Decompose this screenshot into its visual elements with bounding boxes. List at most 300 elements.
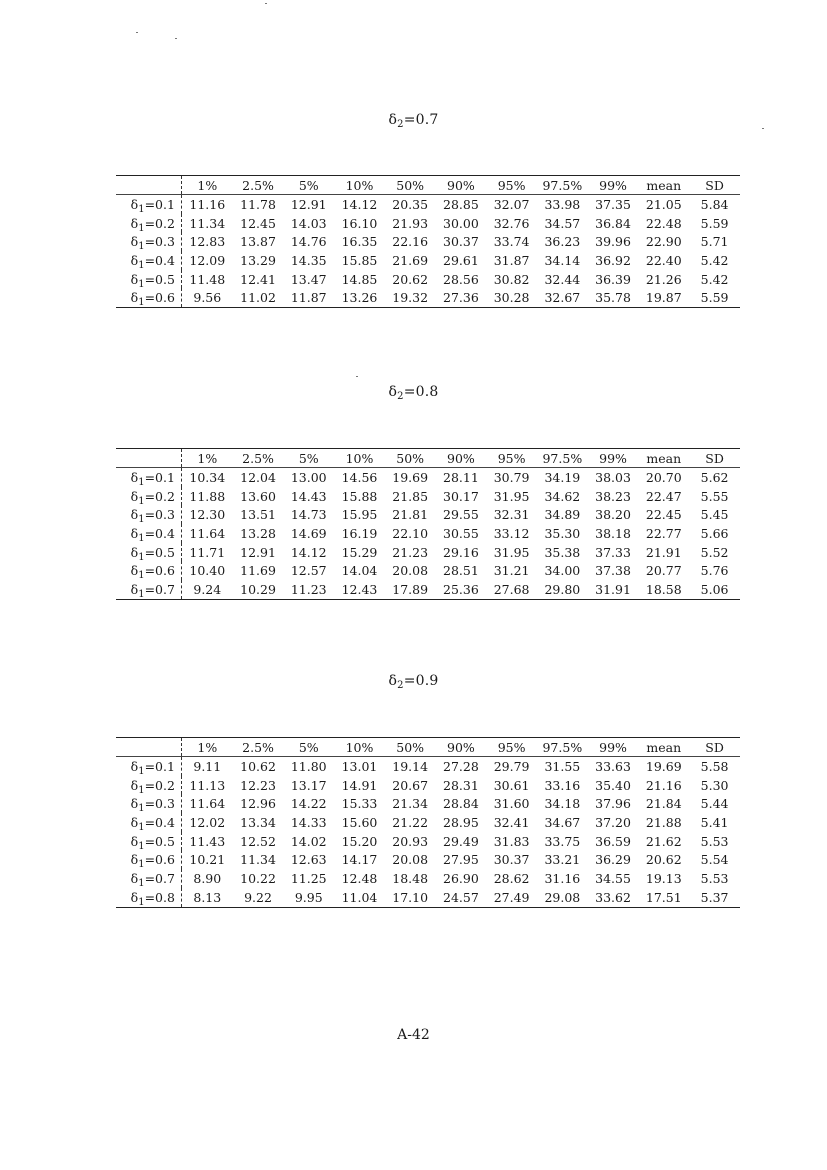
table-cell: 19.13 — [645, 870, 682, 886]
caption-symbol: δ — [388, 384, 398, 400]
table-cell: 32.31 — [493, 507, 530, 523]
table-cell: 19.69 — [392, 469, 429, 485]
row-label-subscript: 1 — [138, 877, 145, 889]
row-label — [116, 468, 181, 487]
table-cell: 12.83 — [189, 234, 226, 250]
table-cell: 34.00 — [544, 563, 581, 579]
table-cell: 12.91 — [290, 196, 327, 212]
table-row — [116, 195, 740, 214]
table-cell: 9.22 — [233, 888, 284, 907]
table-cell: 15.95 — [341, 507, 378, 523]
table-cell: 11.71 — [189, 544, 226, 560]
caption-symbol: δ — [388, 673, 398, 689]
row-label — [116, 850, 181, 869]
table-cell: 12.57 — [290, 563, 327, 579]
table-cell: 14.17 — [341, 852, 378, 868]
row-label-symbol: δ — [130, 252, 139, 268]
table-cell: 9.24 — [181, 580, 232, 599]
table-cell: 34.14 — [544, 252, 581, 268]
table-cell: 9.11 — [193, 758, 222, 774]
table-cell: 18.58 — [638, 580, 689, 599]
column-header: 97.5% — [537, 738, 588, 757]
column-header: 99% — [588, 449, 639, 468]
table-caption-2 — [0, 384, 827, 400]
table-cell: 34.55 — [595, 870, 631, 886]
table-cell: 21.26 — [645, 271, 682, 287]
column-header: 99% — [588, 176, 639, 195]
table-cell: 31.60 — [493, 796, 530, 812]
table-cell: 8.90 — [193, 870, 222, 886]
table-cell: 17.10 — [385, 888, 436, 907]
table-cell: 14.12 — [341, 196, 378, 212]
table-cell: 38.03 — [595, 469, 631, 485]
table-cell: 13.34 — [240, 814, 276, 830]
column-header: 97.5% — [537, 176, 588, 195]
table-cell: 10.22 — [240, 870, 276, 886]
table-cell: 30.61 — [493, 777, 530, 793]
table-cell: 16.10 — [341, 215, 378, 231]
row-label-symbol: δ — [130, 870, 139, 886]
table-cell: 13.01 — [341, 758, 378, 774]
table-cell: 5.42 — [700, 271, 729, 287]
column-header: mean — [638, 176, 689, 195]
table-cell: 12.48 — [341, 870, 378, 886]
table-cell: 33.62 — [588, 888, 639, 907]
table-cell: 32.67 — [537, 288, 588, 307]
column-header: 10% — [334, 449, 385, 468]
row-label — [116, 487, 181, 506]
column-header: 5% — [283, 449, 334, 468]
row-label-symbol: δ — [130, 777, 139, 793]
table-cell: 12.04 — [240, 469, 276, 485]
table-cell: 11.69 — [240, 563, 276, 579]
row-label-symbol: δ — [130, 290, 139, 306]
table-cell: 10.40 — [189, 563, 226, 579]
table-cell: 13.47 — [290, 271, 327, 287]
column-header: SD — [689, 449, 740, 468]
table-cell: 16.35 — [341, 234, 378, 250]
table-cell: 5.41 — [700, 814, 729, 830]
table-cell: 5.42 — [700, 252, 729, 268]
table-cell: 14.43 — [290, 488, 327, 504]
caption-subscript: 2 — [397, 391, 404, 402]
table-cell: 30.17 — [443, 488, 479, 504]
table-cell: 37.35 — [595, 196, 631, 212]
table-row — [116, 270, 740, 289]
row-label — [116, 195, 181, 214]
table-cell: 14.76 — [290, 234, 327, 250]
column-header: 2.5% — [233, 738, 284, 757]
table-cell: 5.44 — [700, 796, 729, 812]
table-cell: 19.14 — [392, 758, 429, 774]
column-header: 95% — [486, 176, 537, 195]
quantile-table-2 — [116, 448, 740, 600]
table-cell: 22.47 — [645, 488, 682, 504]
row-label — [116, 543, 181, 562]
table-cell: 31.95 — [493, 488, 530, 504]
table-cell: 31.87 — [493, 252, 530, 268]
table-row — [116, 288, 740, 307]
table-cell: 34.19 — [544, 469, 581, 485]
table-row — [116, 776, 740, 795]
table-cell: 11.04 — [334, 888, 385, 907]
table-cell: 35.78 — [588, 288, 639, 307]
table-cell: 13.28 — [240, 525, 276, 541]
table-cell: 22.90 — [645, 234, 682, 250]
table-cell: 27.36 — [436, 288, 487, 307]
row-label-subscript: 1 — [138, 765, 145, 777]
column-header: 50% — [385, 449, 436, 468]
table-cell: 16.19 — [341, 525, 378, 541]
table-cell: 14.69 — [290, 525, 327, 541]
table-cell: 35.40 — [595, 777, 631, 793]
row-label — [116, 832, 181, 851]
table-cell: 35.38 — [544, 544, 581, 560]
table-cell: 5.62 — [700, 469, 729, 485]
table-caption-3 — [0, 673, 827, 689]
table-cell: 21.91 — [645, 544, 682, 560]
table-cell: 14.12 — [290, 544, 327, 560]
caption-symbol: δ — [388, 112, 398, 128]
caption-value: =0.7 — [403, 112, 439, 128]
table-cell: 15.33 — [341, 796, 378, 812]
table-cell: 33.74 — [493, 234, 530, 250]
table-cell: 28.85 — [443, 196, 479, 212]
table-cell: 20.62 — [392, 271, 429, 287]
table-cell: 14.33 — [290, 814, 327, 830]
table-cell: 14.56 — [341, 469, 378, 485]
row-label-symbol: δ — [130, 196, 139, 212]
table-cell: 20.77 — [645, 563, 682, 579]
table-cell: 5.52 — [700, 544, 729, 560]
table-cell: 12.43 — [334, 580, 385, 599]
table-cell: 11.78 — [240, 196, 276, 212]
table-cell: 17.89 — [385, 580, 436, 599]
table-cell: 13.87 — [240, 234, 276, 250]
table-cell: 21.88 — [645, 814, 682, 830]
caption-value: =0.9 — [403, 673, 439, 689]
header-row — [116, 738, 740, 757]
table-cell: 31.91 — [588, 580, 639, 599]
table-cell: 35.30 — [544, 525, 581, 541]
table-cell: 13.26 — [334, 288, 385, 307]
column-header: 95% — [486, 449, 537, 468]
table-cell: 28.84 — [443, 796, 479, 812]
table-row — [116, 832, 740, 851]
table-cell: 20.35 — [392, 196, 429, 212]
table-cell: 28.11 — [443, 469, 479, 485]
row-label-subscript: 1 — [138, 222, 145, 234]
corner-cell — [116, 449, 181, 468]
row-label-subscript: 1 — [138, 532, 145, 544]
table-cell: 27.28 — [443, 758, 479, 774]
row-label-value: =0.6 — [144, 563, 175, 579]
caption-subscript: 2 — [397, 680, 404, 691]
table-cell: 22.77 — [645, 525, 682, 541]
table-cell: 15.29 — [341, 544, 378, 560]
table-cell: 33.98 — [544, 196, 581, 212]
table-cell: 21.34 — [392, 796, 429, 812]
table-cell: 11.80 — [290, 758, 327, 774]
table-cell: 5.76 — [700, 563, 729, 579]
table-cell: 31.55 — [544, 758, 581, 774]
table-row — [116, 850, 740, 869]
row-label-value: =0.5 — [144, 544, 175, 560]
table-cell: 15.88 — [341, 488, 378, 504]
row-label-subscript: 1 — [138, 259, 145, 271]
column-header: 10% — [334, 738, 385, 757]
table-cell: 22.45 — [645, 507, 682, 523]
table-row — [116, 505, 740, 524]
table-cell: 20.08 — [392, 563, 429, 579]
table-cell: 12.63 — [290, 852, 327, 868]
row-label — [116, 561, 181, 580]
table-cell: 24.57 — [436, 888, 487, 907]
row-label — [116, 813, 181, 832]
row-label-value: =0.1 — [144, 758, 175, 774]
table-cell: 28.95 — [443, 814, 479, 830]
row-label-value: =0.8 — [144, 889, 175, 905]
table-cell: 12.45 — [240, 215, 276, 231]
table-cell: 11.88 — [189, 488, 226, 504]
table-cell: 14.22 — [290, 796, 327, 812]
row-label-symbol: δ — [130, 271, 139, 287]
table-cell: 20.93 — [392, 833, 429, 849]
row-label — [116, 794, 181, 813]
row-label — [116, 869, 181, 888]
table-cell: 10.29 — [233, 580, 284, 599]
table-cell: 29.79 — [493, 758, 530, 774]
row-label-subscript: 1 — [138, 514, 145, 526]
table-cell: 37.38 — [595, 563, 631, 579]
table-cell: 5.54 — [700, 852, 729, 868]
table-cell: 10.62 — [240, 758, 276, 774]
row-label-subscript: 1 — [138, 859, 145, 871]
table-cell: 5.53 — [700, 833, 729, 849]
table-cell: 14.91 — [341, 777, 378, 793]
row-label — [116, 888, 181, 907]
row-label-symbol: δ — [130, 814, 139, 830]
table-cell: 34.67 — [544, 814, 581, 830]
row-label-subscript: 1 — [138, 551, 145, 563]
row-label — [116, 270, 181, 289]
row-label-subscript: 1 — [138, 588, 145, 600]
table-cell: 31.95 — [493, 544, 530, 560]
table-cell: 33.75 — [544, 833, 581, 849]
table-cell: 21.69 — [392, 252, 429, 268]
table-cell: 36.29 — [595, 852, 631, 868]
column-header: 2.5% — [233, 176, 284, 195]
table-cell: 11.64 — [189, 525, 226, 541]
row-label-value: =0.3 — [144, 234, 175, 250]
row-label-symbol: δ — [130, 215, 139, 231]
table-cell: 22.10 — [392, 525, 429, 541]
table-cell: 5.58 — [700, 758, 729, 774]
table-cell: 11.43 — [189, 833, 226, 849]
table-cell: 11.13 — [189, 777, 226, 793]
quantile-table-1 — [116, 175, 740, 308]
table-cell: 39.96 — [595, 234, 631, 250]
row-label-symbol: δ — [130, 796, 139, 812]
table-row — [116, 757, 740, 776]
table-cell: 10.21 — [189, 852, 226, 868]
row-label-symbol: δ — [130, 488, 139, 504]
table-cell: 9.95 — [283, 888, 334, 907]
table-cell: 30.28 — [486, 288, 537, 307]
column-header: 95% — [486, 738, 537, 757]
row-label-value: =0.7 — [144, 870, 175, 886]
row-label-subscript: 1 — [138, 803, 145, 815]
table-cell: 28.56 — [443, 271, 479, 287]
table-cell: 21.93 — [392, 215, 429, 231]
table-cell: 34.18 — [544, 796, 581, 812]
table-cell: 11.02 — [233, 288, 284, 307]
table-cell: 27.95 — [443, 852, 479, 868]
column-header: 50% — [385, 738, 436, 757]
table-cell: 12.02 — [189, 814, 226, 830]
column-header: 50% — [385, 176, 436, 195]
table-cell: 30.82 — [493, 271, 530, 287]
row-label-symbol: δ — [130, 234, 139, 250]
table-row — [116, 869, 740, 888]
table-cell: 13.60 — [240, 488, 276, 504]
row-label-symbol: δ — [130, 544, 139, 560]
table-cell: 14.03 — [290, 215, 327, 231]
table-cell: 29.80 — [537, 580, 588, 599]
table-cell: 36.84 — [595, 215, 631, 231]
row-label-subscript: 1 — [138, 840, 145, 852]
table-cell: 38.18 — [595, 525, 631, 541]
row-label-symbol: δ — [130, 833, 139, 849]
table-cell: 29.55 — [443, 507, 479, 523]
table-cell: 5.06 — [689, 580, 740, 599]
table-cell: 11.48 — [189, 271, 226, 287]
row-label-value: =0.4 — [144, 252, 175, 268]
row-label-subscript: 1 — [138, 203, 145, 215]
table-cell: 28.62 — [493, 870, 530, 886]
row-label-value: =0.5 — [144, 271, 175, 287]
column-header: 10% — [334, 176, 385, 195]
column-header: 1% — [181, 449, 232, 468]
column-header: 1% — [181, 738, 232, 757]
column-header: 1% — [181, 176, 232, 195]
table-cell: 27.68 — [486, 580, 537, 599]
row-label — [116, 776, 181, 795]
table-cell: 32.41 — [493, 814, 530, 830]
table-cell: 12.09 — [189, 252, 226, 268]
table-cell: 11.23 — [283, 580, 334, 599]
corner-cell — [116, 176, 181, 195]
table-cell: 12.30 — [189, 507, 226, 523]
table-cell: 29.49 — [443, 833, 479, 849]
row-label-value: =0.6 — [144, 852, 175, 868]
table-cell: 33.16 — [544, 777, 581, 793]
table-cell: 32.07 — [493, 196, 530, 212]
table-cell: 29.61 — [443, 252, 479, 268]
table-cell: 5.30 — [700, 777, 729, 793]
table-cell: 18.48 — [392, 870, 429, 886]
table-cell: 14.35 — [290, 252, 327, 268]
table-row — [116, 524, 740, 543]
table-cell: 5.53 — [700, 870, 729, 886]
table-cell: 21.05 — [645, 196, 682, 212]
row-label-value: =0.5 — [144, 833, 175, 849]
column-header: 5% — [283, 738, 334, 757]
table-cell: 38.23 — [595, 488, 631, 504]
table-cell: 19.87 — [638, 288, 689, 307]
column-header: 97.5% — [537, 449, 588, 468]
table-cell: 30.79 — [493, 469, 530, 485]
table-row — [116, 888, 740, 907]
table-cell: 15.85 — [341, 252, 378, 268]
row-label-subscript: 1 — [138, 278, 145, 290]
table-cell: 22.48 — [645, 215, 682, 231]
table-cell: 34.89 — [544, 507, 581, 523]
table-cell: 38.20 — [595, 507, 631, 523]
table-cell: 26.90 — [443, 870, 479, 886]
table-cell: 8.13 — [181, 888, 232, 907]
row-label-value: =0.3 — [144, 796, 175, 812]
column-header: mean — [638, 738, 689, 757]
row-label-symbol: δ — [130, 758, 139, 774]
table-cell: 17.51 — [638, 888, 689, 907]
table-cell: 21.81 — [392, 507, 429, 523]
table-cell: 31.21 — [493, 563, 530, 579]
table-cell: 25.36 — [436, 580, 487, 599]
row-label-value: =0.4 — [144, 814, 175, 830]
table-cell: 31.16 — [544, 870, 581, 886]
quantile-table-3 — [116, 737, 740, 908]
table-cell: 10.34 — [189, 469, 226, 485]
table-cell: 5.37 — [689, 888, 740, 907]
table-cell: 14.04 — [341, 563, 378, 579]
table-cell: 13.51 — [240, 507, 276, 523]
table-cell: 11.87 — [283, 288, 334, 307]
table-cell: 5.59 — [689, 288, 740, 307]
table-cell: 13.29 — [240, 252, 276, 268]
table-row — [116, 487, 740, 506]
row-label-value: =0.3 — [144, 507, 175, 523]
table-cell: 27.49 — [486, 888, 537, 907]
scan-speck — [175, 38, 177, 39]
row-label-subscript: 1 — [138, 896, 145, 908]
table-cell: 36.39 — [595, 271, 631, 287]
table-cell: 30.55 — [443, 525, 479, 541]
table-cell: 32.76 — [493, 215, 530, 231]
column-header: 5% — [283, 176, 334, 195]
row-label — [116, 505, 181, 524]
row-label — [116, 232, 181, 251]
table-cell: 14.85 — [341, 271, 378, 287]
table-cell: 14.02 — [290, 833, 327, 849]
row-label-symbol: δ — [130, 852, 139, 868]
column-header: 2.5% — [233, 449, 284, 468]
scan-speck — [136, 32, 138, 33]
table-cell: 11.16 — [189, 196, 226, 212]
table-cell: 33.63 — [595, 758, 631, 774]
table-cell: 5.55 — [700, 488, 729, 504]
table-cell: 12.52 — [240, 833, 276, 849]
table-cell: 21.84 — [645, 796, 682, 812]
table-cell: 5.71 — [700, 234, 729, 250]
table-row — [116, 543, 740, 562]
row-label — [116, 288, 181, 307]
table-cell: 37.33 — [595, 544, 631, 560]
row-label-value: =0.2 — [144, 215, 175, 231]
row-label-value: =0.6 — [144, 290, 175, 306]
table-row — [116, 214, 740, 233]
table-cell: 36.59 — [595, 833, 631, 849]
